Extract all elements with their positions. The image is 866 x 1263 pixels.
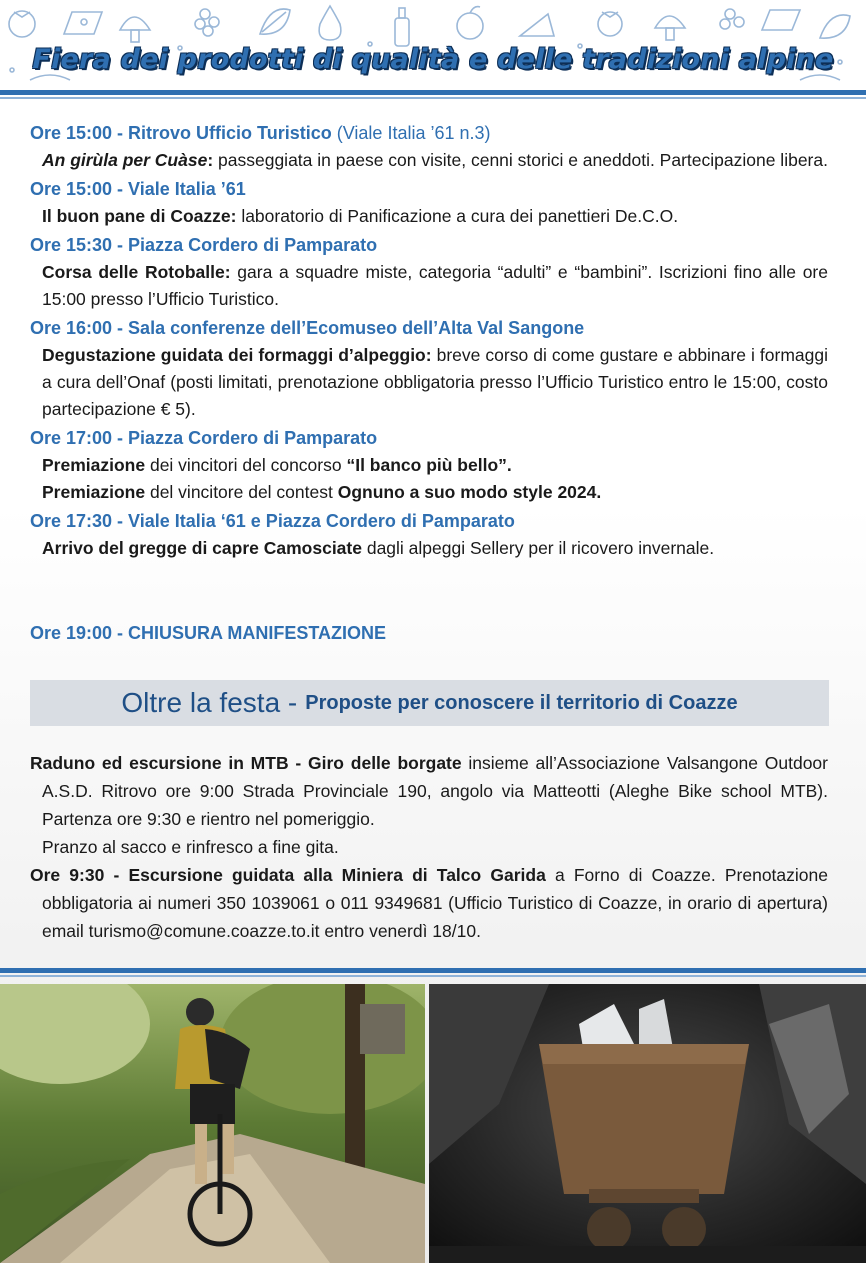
event-description	[0, 535, 866, 562]
event-text: passeggiata in paese con visite, cenni storici e aneddoti. Partecipazione libera.	[213, 150, 828, 170]
event-time-label: Ore 17:30 - Viale Italia ‘61 e Piazza Cordero di Pamparato	[30, 511, 515, 531]
event-time	[0, 176, 866, 203]
event-title: An girùla per Cuàse	[42, 150, 208, 170]
event-location-extra: (Viale Italia ’61 n.3)	[336, 123, 491, 143]
event-time-label: Ore 16:00 - Sala conferenze dell’Ecomuseo dell’Alta Val Sangone	[30, 318, 585, 338]
header-rule-thin	[0, 97, 866, 99]
event-description	[0, 452, 866, 479]
event-title: Premiazione	[42, 482, 146, 502]
section-band	[30, 680, 829, 726]
event-award-name: “Il banco più bello”.	[346, 455, 512, 475]
event-title: Arrivo del gregge di capre Camosciate	[42, 538, 362, 558]
event-item	[0, 232, 866, 313]
event-time-label: Ore 15:30 - Piazza Cordero di Pamparato	[30, 235, 378, 255]
excursion-item	[0, 749, 866, 833]
closing-time: Ore 19:00 - CHIUSURA MANIFESTAZIONE	[30, 623, 387, 643]
event-title: Corsa delle Rotoballe:	[42, 262, 231, 282]
excursion-extra	[0, 833, 866, 861]
footer-rule-thin	[0, 975, 866, 977]
event-time	[0, 425, 866, 452]
mountain-biker-photo	[0, 984, 425, 1263]
event-time-label: Ore 17:00 - Piazza Cordero di Pamparato	[30, 428, 378, 448]
event-description	[0, 342, 866, 423]
header-rule	[0, 90, 866, 95]
excursion-extra-text: Pranzo al sacco e rinfresco a fine gita.	[42, 837, 339, 857]
event-description	[0, 203, 866, 230]
mine-cart-photo	[429, 984, 866, 1263]
event-description	[0, 259, 866, 313]
event-text: breve corso di come gustare e abbinare i formaggi a cura dell’Onaf (posti limitati, prenotazione obbligatoria presso l’Ufficio Turistico entro le 15:00, costo partecipazione € 5).	[42, 345, 828, 419]
event-text: laboratorio di Panificazione a cura dei panettieri De.C.O.	[236, 206, 679, 226]
event-text: dei vincitori del concorso	[145, 455, 347, 475]
event-text: gara a squadre miste, categoria “adulti” e “bambini”. Iscrizioni fino alle ore 15:00 presso l’Ufficio Turistico.	[42, 262, 828, 309]
excursion-item	[0, 861, 866, 945]
excursions	[0, 749, 866, 945]
event-time	[0, 232, 866, 259]
event-item	[0, 425, 866, 506]
excursion-text: a Forno di Coazze. Prenotazione obbligatoria ai numeri 350 1039061 o 011 9349681 (Ufficio Turistico di Coazze, in orario di apertura) email turismo@comune.coazze.to.it entro venerdì 18/10.	[42, 865, 828, 941]
event-text: del vincitore del contest	[145, 482, 338, 502]
event-time-label: Ore 15:00 - Ritrovo Ufficio Turistico	[30, 123, 332, 143]
header-title: Fiera dei prodotti di qualità e delle tradizioni alpine	[32, 44, 834, 75]
schedule	[0, 120, 866, 564]
excursion-title: Raduno ed escursione in MTB - Giro delle borgate	[30, 753, 462, 773]
event-item	[0, 120, 866, 174]
event-item	[0, 176, 866, 230]
event-description	[0, 147, 866, 174]
photo-strip	[0, 984, 866, 1263]
header	[0, 0, 866, 100]
mine-cart-icon	[429, 984, 866, 1263]
event-title: Il buon pane di Coazze:	[42, 206, 237, 226]
event-title: Degustazione guidata dei formaggi d’alpeggio:	[42, 345, 432, 365]
section-title: Oltre la festa -	[121, 687, 298, 718]
event-time	[0, 508, 866, 535]
mountain-biker-icon	[0, 984, 425, 1263]
event-text: dagli alpeggi Sellery per il ricovero invernale.	[361, 538, 715, 558]
event-item	[0, 315, 866, 423]
excursion-title: Ore 9:30 - Escursione guidata alla Miniera di Talco Garida	[30, 865, 546, 885]
event-description	[0, 479, 866, 506]
event-title-colon: :	[207, 150, 214, 170]
event-award-name: Ognuno a suo modo style 2024.	[337, 482, 602, 502]
excursion-text: insieme all’Associazione Valsangone Outdoor A.S.D. Ritrovo ore 9:00 Strada Provinciale 190, angolo via Matteotti (Aleghe Bike school MTB). Partenza ore 9:30 e rientro nel pomeriggio.	[42, 753, 828, 829]
event-title: Premiazione	[42, 455, 146, 475]
event-item	[0, 508, 866, 562]
event-time	[0, 120, 866, 147]
footer-rule	[0, 968, 866, 973]
event-time	[0, 315, 866, 342]
section-subtitle: Proposte per conoscere il territorio di Coazze	[305, 691, 738, 714]
event-time-label: Ore 15:00 - Viale Italia ’61	[30, 179, 246, 199]
